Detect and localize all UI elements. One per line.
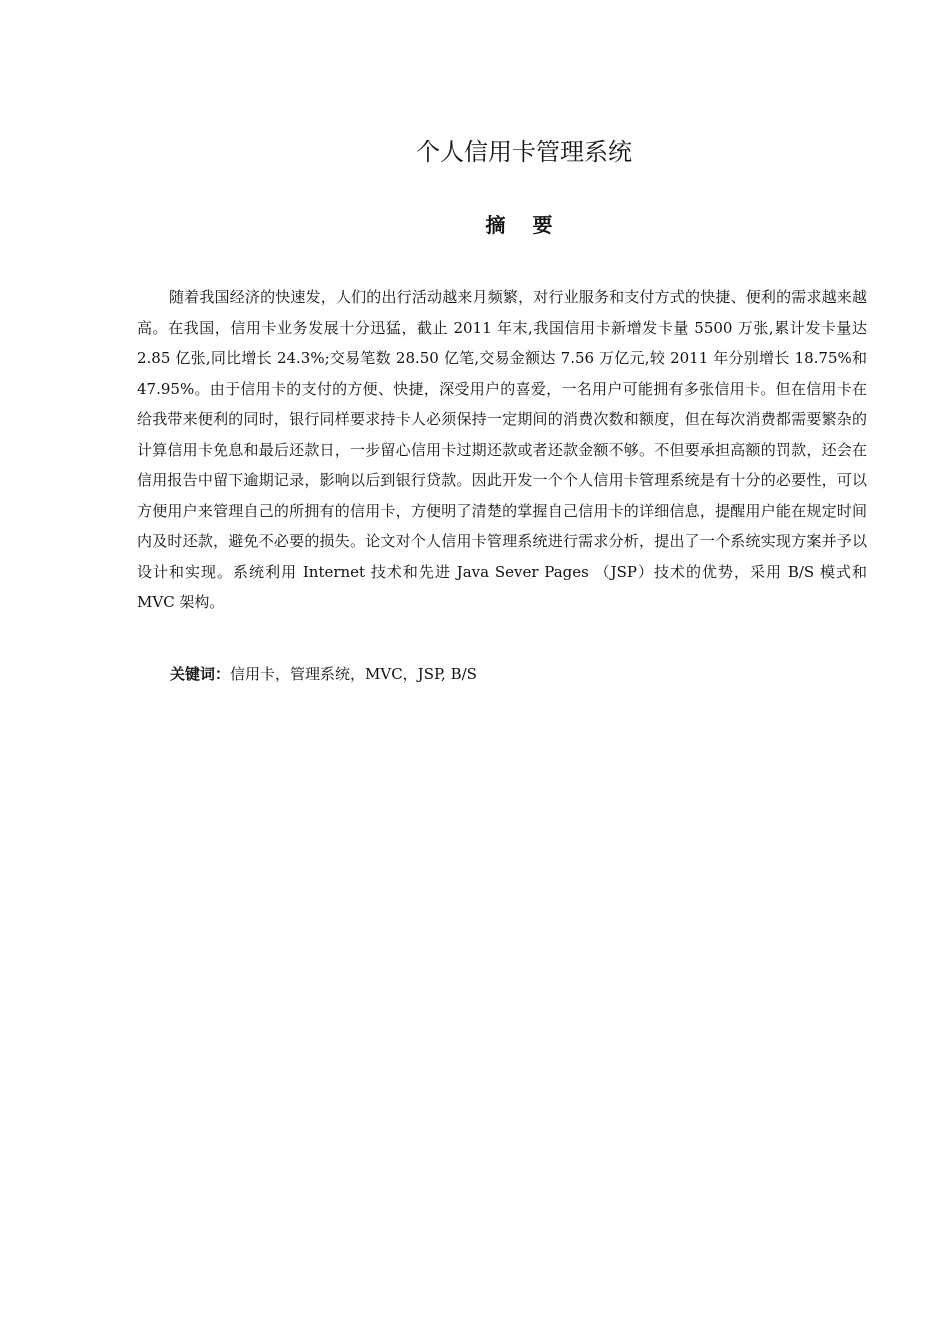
document-title: 个人信用卡管理系统 — [416, 138, 632, 166]
keywords-label: 关键词： — [170, 665, 231, 683]
abstract-body: 随着我国经济的快速发，人们的出行活动越来月频繁，对行业服务和支付方式的快捷、便利的需求越来越高。在我国，信用卡业务发展十分迅猛，截止 2011 年末,我国信用卡新增发卡量 5500 万张,累计发卡量达 2.85 亿张,同比增长 24.3%;交易笔数 28.50 亿笔,交易金额达 7.56 万亿元,较 2011 年分别增长 18.75%和 47.95%。由于信用卡的支付的方便、快捷，深受用户的喜爱，一名用户可能拥有多张信用卡。但在信用卡在给我带来便利的同时，银行同样要求持卡人必须保持一定期间的消费次数和额度，但在每次消费都需要繁杂的计算信用卡免息和最后还款日，一步留心信用卡过期还款或者还款金额不够。不但要承担高额的罚款，还会在信用报告中留下逾期记录，影响以后到银行贷款。因此开发一个个人信用卡管理系统是有十分的必要性，可以方便用户来管理自己的所拥有的信用卡，方便明了清楚的掌握自己信用卡的详细信息，提醒用户能在规定时间内及时还款，避免不必要的损失。论文对个人信用卡管理系统进行需求分析，提出了一个系统实现方案并予以设计和实现。系统利用 Internet 技术和先进 Java Sever Pages （JSP）技术的优势，采用 B/S 模式和 MVC 架构。 — [137, 288, 867, 611]
keywords-value: 信用卡，管理系统，MVC，JSP, B/S — [230, 665, 477, 683]
keywords-line — [170, 660, 860, 688]
abstract-heading: 摘 要 — [485, 213, 563, 237]
